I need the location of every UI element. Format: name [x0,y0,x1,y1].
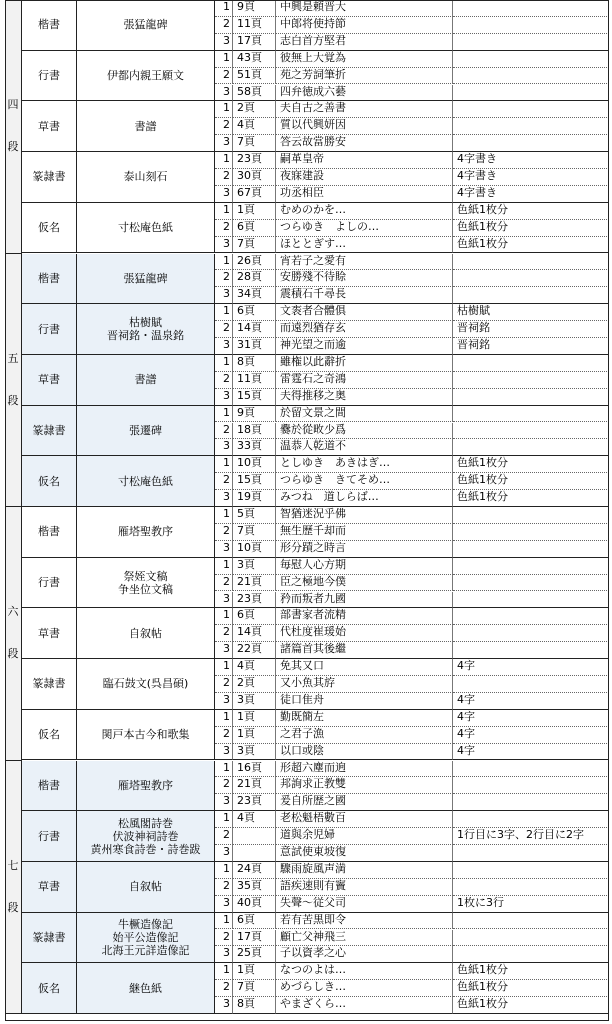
row-number: 3 [215,744,233,761]
excerpt-text: 無生歷千却而 [276,524,453,541]
page-ref: 43頁 [233,51,276,68]
note-text [453,135,609,152]
page-ref: 18頁 [233,423,276,440]
row-number: 2 [215,473,233,490]
page-ref: 24頁 [233,862,276,879]
note-text [453,118,609,135]
row-number: 1 [215,406,233,423]
style-cell: 楷書 [22,761,77,812]
note-text: 4字書き [453,152,609,169]
excerpt-text: 答云故當勝安 [276,135,453,152]
row-number: 3 [215,34,233,51]
row-number: 3 [215,541,233,558]
page-ref: 34頁 [233,287,276,304]
row-number: 2 [215,524,233,541]
row-number: 3 [215,490,233,507]
excerpt-text: 矜而叛者九國 [276,592,453,609]
note-text: 1行目に3字、2行目に2字 [453,828,609,845]
note-text: 4字 [453,693,609,710]
style-cell: 行書 [22,304,77,355]
page-ref: 15頁 [233,473,276,490]
excerpt-text: 形超六塵而逈 [276,761,453,778]
excerpt-text: 語疾速則有竇 [276,879,453,896]
page-ref: 7頁 [233,524,276,541]
row-number: 1 [215,558,233,575]
style-cell: 仮名 [22,203,77,254]
excerpt-text: みつね 道しらば… [276,490,453,507]
note-text [453,862,609,879]
page-ref: 15頁 [233,389,276,406]
note-text [453,879,609,896]
page-ref: 6頁 [233,913,276,930]
note-text [453,85,609,102]
style-cell: 草書 [22,101,77,152]
note-text [453,946,609,963]
excerpt-text: 部書家者流精 [276,608,453,625]
style-cell: 草書 [22,862,77,913]
note-text [453,406,609,423]
style-cell: 篆隷書 [22,913,77,964]
page-ref: 11頁 [233,372,276,389]
page-ref: 67頁 [233,186,276,203]
excerpt-text: 驟雨旋風声満 [276,862,453,879]
excerpt-text: 震積石千尋長 [276,287,453,304]
dan-label: 五 段 [5,254,22,508]
note-text: 枯樹賦 [453,304,609,321]
note-text: 4字書き [453,169,609,186]
excerpt-text: 夫自古之善書 [276,101,453,118]
excerpt-text: 毎慰人心方期 [276,558,453,575]
page-ref: 16頁 [233,761,276,778]
note-text [453,389,609,406]
style-cell: 行書 [22,558,77,609]
excerpt-text: 功丞相臣 [276,186,453,203]
note-text [453,507,609,524]
excerpt-text: 徒口隹舟 [276,693,453,710]
excerpt-text: 温恭人乾道不 [276,439,453,456]
page-ref: 28頁 [233,270,276,287]
note-text [453,355,609,372]
note-text [453,541,609,558]
row-number: 2 [215,980,233,997]
page-ref: 9頁 [233,0,276,17]
row-number: 3 [215,693,233,710]
page-ref: 14頁 [233,321,276,338]
excerpt-text: 中興是頼晋大 [276,0,453,17]
row-number: 2 [215,423,233,440]
row-number: 2 [215,727,233,744]
note-text: 4字 [453,727,609,744]
work-title: 張猛龍碑 [77,0,215,51]
page-ref: 6頁 [233,304,276,321]
style-cell: 草書 [22,608,77,659]
page-ref: 17頁 [233,930,276,947]
excerpt-text: 臣之極地今僕 [276,575,453,592]
note-text: 晋祠銘 [453,321,609,338]
excerpt-text: 夜寐建設 [276,169,453,186]
note-text: 色紙1枚分 [453,203,609,220]
page-ref: 35頁 [233,879,276,896]
note-text [453,777,609,794]
excerpt-text: 老松魁梧數百 [276,811,453,828]
style-cell: 草書 [22,355,77,406]
page-ref: 14頁 [233,625,276,642]
note-text: 4字書き [453,186,609,203]
note-text: 晋祠銘 [453,338,609,355]
row-number: 2 [215,676,233,693]
note-text [453,270,609,287]
row-number: 2 [215,169,233,186]
page-ref: 11頁 [233,17,276,34]
excerpt-text: 爰自所歴之國 [276,794,453,811]
excerpt-text: 邦詢求正教雙 [276,777,453,794]
row-number: 3 [215,287,233,304]
page-ref: 4頁 [233,118,276,135]
excerpt-text: 道與余児婦 [276,828,453,845]
row-number: 2 [215,777,233,794]
work-title: 書譜 [77,355,215,406]
page-ref: 31頁 [233,338,276,355]
note-text [453,761,609,778]
page-ref: 3頁 [233,558,276,575]
page-ref: 23頁 [233,592,276,609]
excerpt-text: 苑之芳詞筆折 [276,68,453,85]
page-ref: 23頁 [233,794,276,811]
excerpt-text: 雷霆石之奇鴻 [276,372,453,389]
note-text [453,287,609,304]
page-ref: 19頁 [233,490,276,507]
schedule-table [5,0,609,1021]
note-text: 色紙1枚分 [453,456,609,473]
page-ref: 7頁 [233,237,276,254]
style-cell: 篆隷書 [22,406,77,457]
note-text [453,625,609,642]
style-cell: 楷書 [22,507,77,558]
excerpt-text: 四弁徳成六藝 [276,85,453,102]
page-ref: 51頁 [233,68,276,85]
note-text [453,372,609,389]
note-text [453,34,609,51]
row-number: 1 [215,203,233,220]
note-text [453,524,609,541]
page-ref: 5頁 [233,507,276,524]
excerpt-text: 中郎将使持節 [276,17,453,34]
page-ref: 25頁 [233,946,276,963]
row-number: 2 [215,270,233,287]
row-number: 2 [215,17,233,34]
page-ref: 9頁 [233,406,276,423]
note-text [453,439,609,456]
page-ref: 3頁 [233,693,276,710]
excerpt-text: 質以代興妍因 [276,118,453,135]
work-title: 寸松庵色紙 [77,456,215,507]
row-number: 3 [215,845,233,862]
note-text [453,558,609,575]
row-number: 1 [215,51,233,68]
excerpt-text: 諸篇首其後繼 [276,642,453,659]
excerpt-text: つらゆき よしの… [276,220,453,237]
note-text: 1枚に3行 [453,896,609,913]
note-text [453,254,609,271]
row-number: 2 [215,930,233,947]
row-number: 1 [215,254,233,271]
work-title: 雁塔聖教序 [77,761,215,812]
work-title: 自叙帖 [77,862,215,913]
row-number: 3 [215,896,233,913]
work-title: 泰山刻石 [77,152,215,203]
page-ref [233,828,276,845]
note-text: 色紙1枚分 [453,490,609,507]
work-title: 張猛龍碑 [77,254,215,305]
page-ref: 33頁 [233,439,276,456]
style-cell: 行書 [22,51,77,102]
page-ref: 1頁 [233,963,276,980]
work-title: 自叙帖 [77,608,215,659]
row-number: 2 [215,879,233,896]
page-ref: 6頁 [233,608,276,625]
row-number: 3 [215,237,233,254]
note-text: 色紙1枚分 [453,237,609,254]
page-ref: 8頁 [233,355,276,372]
row-number: 1 [215,456,233,473]
row-number: 1 [215,659,233,676]
page-ref: 22頁 [233,642,276,659]
page-ref: 17頁 [233,34,276,51]
row-number: 2 [215,118,233,135]
row-number: 3 [215,946,233,963]
work-title: 関戸本古今和歌集 [77,710,215,761]
note-text [453,0,609,17]
row-number: 1 [215,710,233,727]
excerpt-text: やまざくら… [276,997,453,1014]
work-title: 雁塔聖教序 [77,507,215,558]
page-ref: 30頁 [233,169,276,186]
excerpt-text: 代杜度崔瑗始 [276,625,453,642]
page-ref: 1頁 [233,710,276,727]
page-ref: 58頁 [233,85,276,102]
work-title: 寸松庵色紙 [77,203,215,254]
excerpt-text: としゆき あきはぎ… [276,456,453,473]
page-ref: 40頁 [233,896,276,913]
row-number: 1 [215,963,233,980]
row-number: 1 [215,862,233,879]
note-text [453,592,609,609]
row-number: 1 [215,304,233,321]
work-title: 張遷碑 [77,406,215,457]
note-text [453,51,609,68]
page-ref: 3頁 [233,744,276,761]
row-number: 3 [215,439,233,456]
excerpt-text: つらゆき きてそめ… [276,473,453,490]
row-number: 3 [215,997,233,1014]
note-text [453,913,609,930]
page-ref: 10頁 [233,456,276,473]
note-text: 色紙1枚分 [453,473,609,490]
page-ref: 26頁 [233,254,276,271]
note-text [453,575,609,592]
row-number: 1 [215,811,233,828]
dan-label: 七 段 [5,761,22,1015]
excerpt-text: 之君子漁 [276,727,453,744]
page-ref: 21頁 [233,777,276,794]
row-number: 3 [215,389,233,406]
excerpt-text: なつのよは… [276,963,453,980]
row-number: 1 [215,913,233,930]
dan-label: 四 段 [5,0,22,254]
page-ref: 10頁 [233,541,276,558]
row-number: 2 [215,321,233,338]
note-text: 色紙1枚分 [453,220,609,237]
work-title: 継色紙 [77,963,215,1014]
note-text: 色紙1枚分 [453,963,609,980]
note-text [453,642,609,659]
excerpt-text: 勤既簡左 [276,710,453,727]
excerpt-text: 安勝殘不待賒 [276,270,453,287]
page-ref: 4頁 [233,659,276,676]
style-cell: 仮名 [22,456,77,507]
page-ref: 7頁 [233,135,276,152]
row-number: 1 [215,0,233,17]
row-number: 1 [215,101,233,118]
dan-label: 六 段 [5,507,22,761]
row-number: 3 [215,85,233,102]
page-ref: 1頁 [233,727,276,744]
work-title: 祭姪文稿 争坐位文稿 [77,558,215,609]
row-number: 2 [215,372,233,389]
page-ref: 4頁 [233,811,276,828]
row-number: 1 [215,761,233,778]
note-text: 4字 [453,710,609,727]
style-cell: 篆隷書 [22,152,77,203]
excerpt-text: 志白首方堅君 [276,34,453,51]
row-number: 2 [215,575,233,592]
row-number: 3 [215,642,233,659]
style-cell: 行書 [22,811,77,862]
note-text: 4字 [453,659,609,676]
note-text [453,68,609,85]
note-text: 色紙1枚分 [453,980,609,997]
excerpt-text: 失聲～従父司 [276,896,453,913]
note-text [453,423,609,440]
excerpt-text: 文袠者合體俱 [276,304,453,321]
style-cell: 篆隷書 [22,659,77,710]
excerpt-text: 免其又口 [276,659,453,676]
page-ref: 8頁 [233,997,276,1014]
page-ref: 6頁 [233,220,276,237]
note-text [453,608,609,625]
excerpt-text: 雖権以此辭折 [276,355,453,372]
row-number: 3 [215,794,233,811]
style-cell: 楷書 [22,0,77,51]
excerpt-text: めづらしき… [276,980,453,997]
page-ref [233,845,276,862]
work-title: 書譜 [77,101,215,152]
excerpt-text: ほととぎす… [276,237,453,254]
excerpt-text: 彼無上大覚為 [276,51,453,68]
work-title: 臨石鼓文(呉昌碩) [77,659,215,710]
excerpt-text: 若有苦黒即令 [276,913,453,930]
note-text: 4字 [453,744,609,761]
style-cell: 仮名 [22,963,77,1014]
page-ref: 2頁 [233,676,276,693]
note-text [453,17,609,34]
excerpt-text: 意試使東坡復 [276,845,453,862]
excerpt-text: 夫得推移之奥 [276,389,453,406]
page-ref: 2頁 [233,101,276,118]
page-ref: 1頁 [233,203,276,220]
row-number: 1 [215,355,233,372]
work-title: 伊都内親王願文 [77,51,215,102]
note-text [453,811,609,828]
style-cell: 仮名 [22,710,77,761]
work-title: 枯樹賦 晋祠銘・温泉銘 [77,304,215,355]
excerpt-text: 以口或陰 [276,744,453,761]
row-number: 2 [215,220,233,237]
excerpt-text: 神光望之而逾 [276,338,453,355]
note-text [453,845,609,862]
row-number: 2 [215,68,233,85]
page-ref: 23頁 [233,152,276,169]
page-ref: 7頁 [233,980,276,997]
excerpt-text: 顧亡父神飛三 [276,930,453,947]
excerpt-text: 宵若子之愛有 [276,254,453,271]
excerpt-text: 子以資孝之心 [276,946,453,963]
row-number: 3 [215,338,233,355]
note-text [453,676,609,693]
work-title: 松風閣詩巻 伏波神祠詩巻 黄州寒食詩巻・詩巻跋 [77,811,215,862]
note-text [453,930,609,947]
row-number: 3 [215,592,233,609]
row-number: 2 [215,828,233,845]
excerpt-text: 嗣革皇帝 [276,152,453,169]
row-number: 1 [215,507,233,524]
excerpt-text: 於留文景之間 [276,406,453,423]
page-ref: 21頁 [233,575,276,592]
row-number: 3 [215,135,233,152]
row-number: 1 [215,152,233,169]
excerpt-text: 而遠烈猶存玄 [276,321,453,338]
note-text [453,101,609,118]
row-number: 1 [215,608,233,625]
excerpt-text: 爨於從畋少爲 [276,423,453,440]
row-number: 3 [215,186,233,203]
excerpt-text: 形分蹟之時言 [276,541,453,558]
note-text [453,794,609,811]
excerpt-text: 智猶迷況乎佛 [276,507,453,524]
work-title: 牛橛造像記 始平公造像記 北海王元詳造像記 [77,913,215,964]
excerpt-text: 又小魚其斿 [276,676,453,693]
row-number: 2 [215,625,233,642]
excerpt-text: むめのかを… [276,203,453,220]
style-cell: 楷書 [22,254,77,305]
note-text: 色紙1枚分 [453,997,609,1014]
